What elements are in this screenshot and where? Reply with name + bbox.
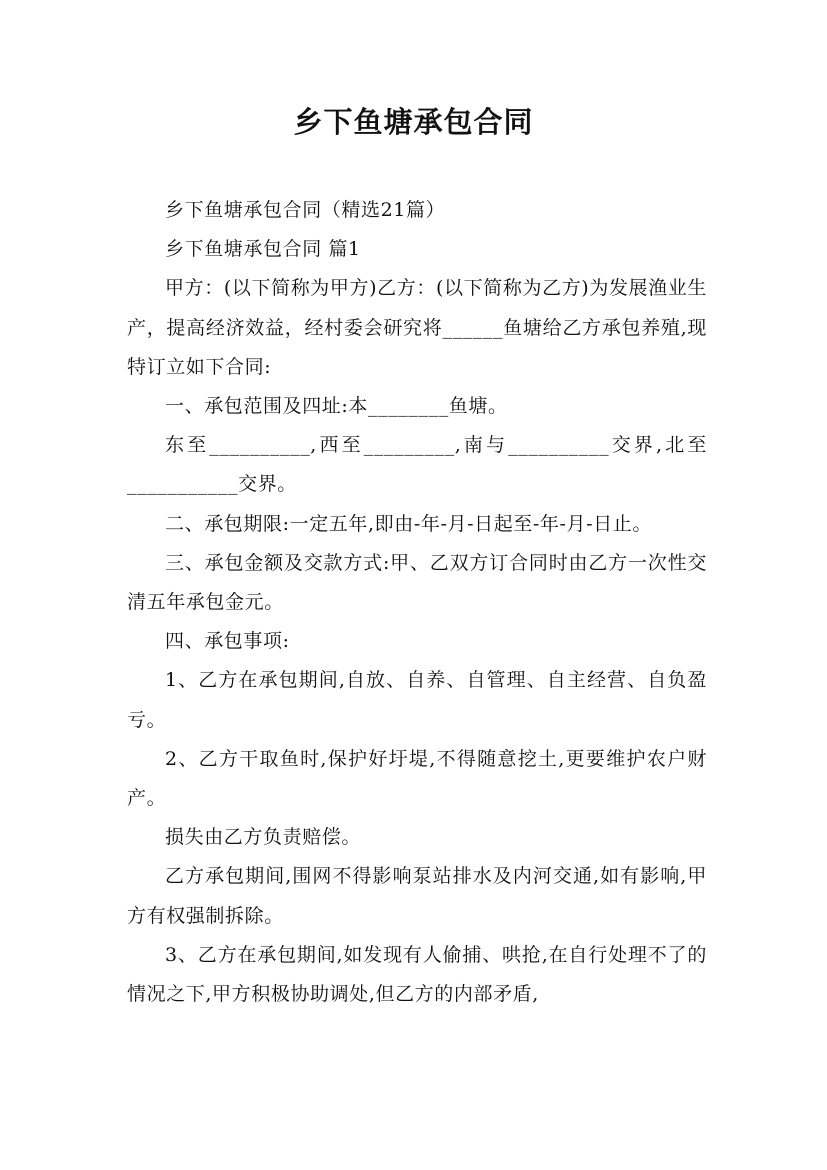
paragraph-item-3: 3、乙方在承包期间,如发现有人偷捕、哄抢,在自行处理不了的情况之下,甲方积极协助调处,但乙方的内部矛盾, <box>127 943 707 1006</box>
paragraph-section-heading: 乡下鱼塘承包合同 篇1 <box>165 238 361 261</box>
paragraph-boundaries: 东至__________,西至_________,南与__________交界,北至___________交界。 <box>127 434 707 496</box>
paragraph-loss: 损失由乙方负责赔偿。 <box>165 826 362 849</box>
paragraph-item-1: 1、乙方在承包期间,自放、自养、自管理、自主经营、自负盈亏。 <box>127 669 707 731</box>
paragraph-term: 二、承包期限:一定五年,即由-年-月-日起至-年-月-日止。 <box>165 512 652 535</box>
paragraph-item-2: 2、乙方干取鱼时,保护好圩堤,不得随意挖土,更要维护农户财产。 <box>127 747 707 810</box>
paragraph-scope: 一、承包范围及四址:本________鱼塘。 <box>165 395 508 418</box>
paragraph-payment: 三、承包金额及交款方式:甲、乙双方订合同时由乙方一次性交清五年承包金元。 <box>127 551 707 614</box>
document-title: 乡下鱼塘承包合同 <box>293 105 534 139</box>
paragraph-matters-heading: 四、承包事项: <box>165 630 290 653</box>
paragraph-parties: 甲方：(以下简称为甲方)乙方：(以下简称为乙方)为发展渔业生产，提高经济效益，经村委会研究将______鱼塘给乙方承包养殖,现特订立如下合同: <box>127 277 707 378</box>
paragraph-netting: 乙方承包期间,围网不得影响泵站排水及内河交通,如有影响,甲方有权强制拆除。 <box>127 865 707 927</box>
paragraph-subtitle: 乡下鱼塘承包合同（精选21篇） <box>165 199 446 221</box>
document-body <box>127 191 707 1014</box>
